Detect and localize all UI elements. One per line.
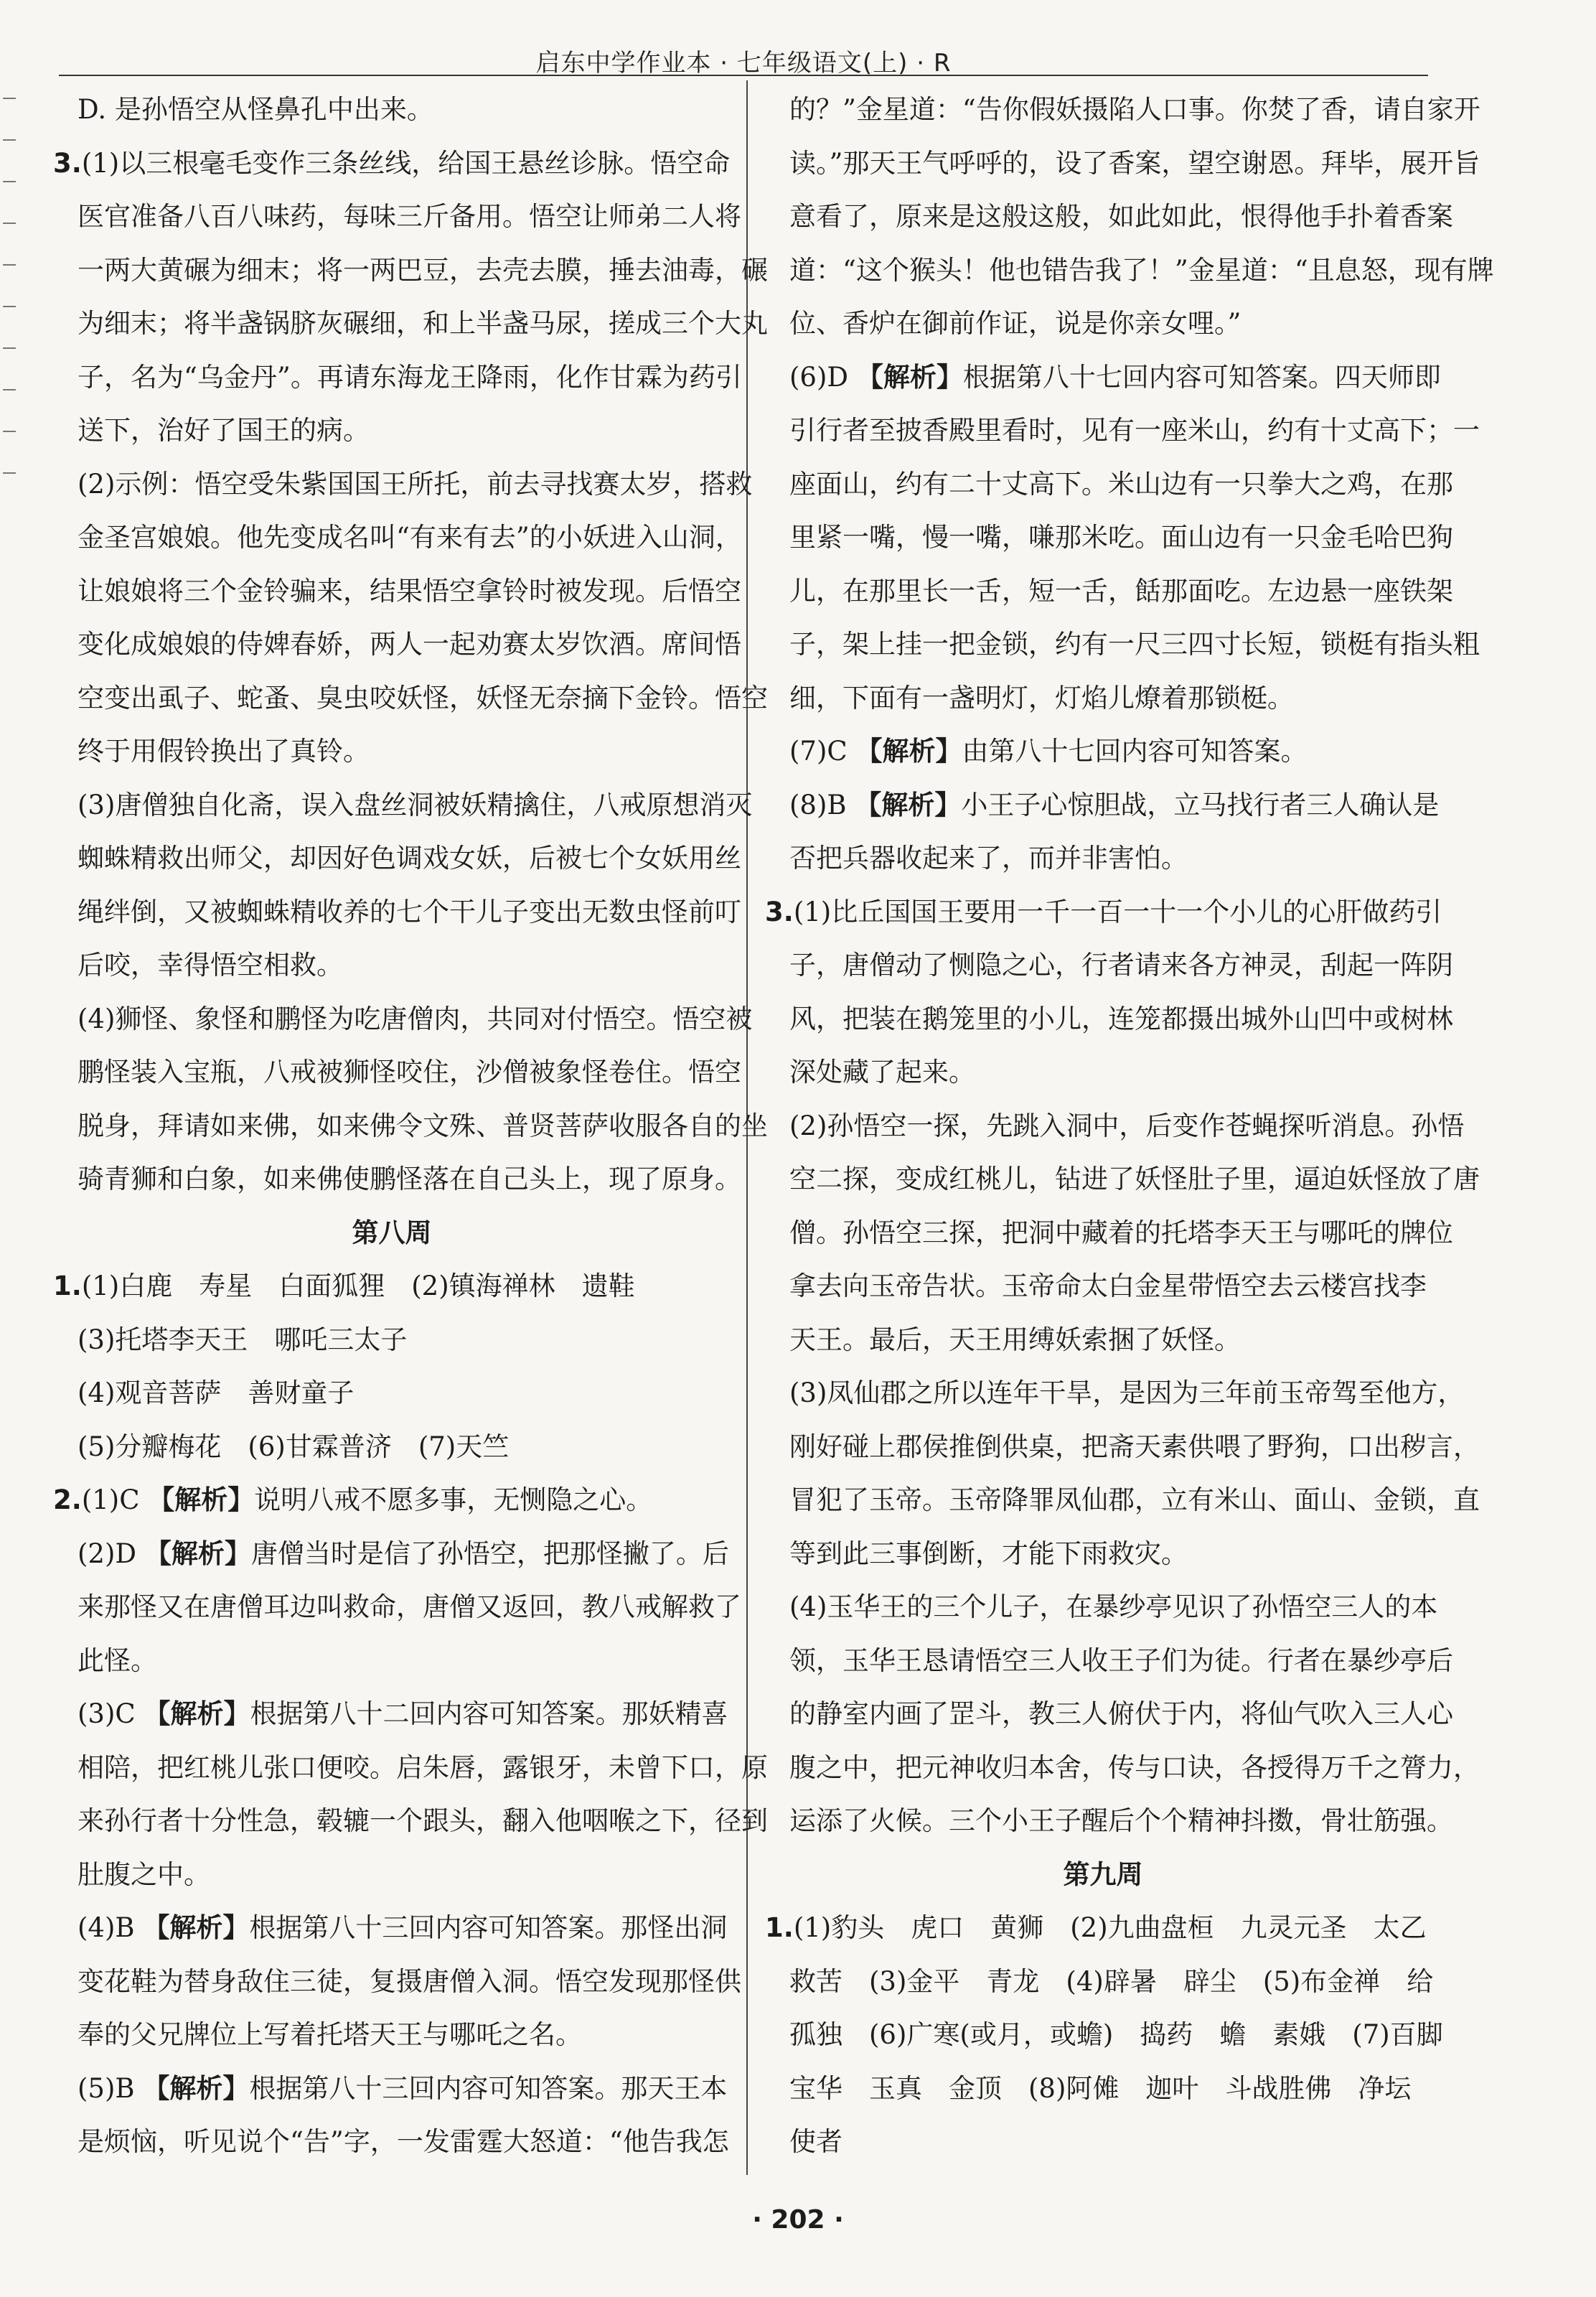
- section-heading: 第九周: [1063, 1858, 1143, 1890]
- line-text: 根据第八十三回内容可知答案。那天王本: [249, 2072, 728, 2104]
- text-line: [765, 1528, 1441, 1581]
- line-text: 孤独 (6)广寒(或月，或蟾) 捣药 蟾 素娥 (7)百脚: [789, 2019, 1443, 2050]
- line-text: (1)白鹿 寿星 白面狐狸 (2)镇海禅林 遗鞋: [81, 1271, 635, 1301]
- line-text: 奉的父兄牌位上写着托塔天王与哪吒之名。: [78, 2019, 582, 2050]
- line-text: 来孙行者十分性急，毂辘一个跟头，翻入他咽喉之下，径到: [78, 1805, 768, 1836]
- line-text: 说明八戒不愿多事，无恻隐之心。: [254, 1484, 653, 1515]
- line-text: (4)玉华王的三个儿子，在暴纱亭见识了孙悟空三人的本: [789, 1591, 1438, 1622]
- line-text: 里紧一嘴，慢一嘴，嗛那米吃。面山边有一只金毛哈巴狗: [789, 522, 1453, 553]
- answer-choice: (2)D: [78, 1538, 145, 1569]
- line-text: 位、香炉在御前作证，说是你亲女哩。”: [789, 308, 1241, 339]
- line-text: D. 是孙悟空从怪鼻孔中出来。: [78, 94, 433, 125]
- line-text: 儿，在那里长一舌，短一舌，餂那面吃。左边悬一座铁架: [789, 575, 1453, 607]
- text-line: [765, 832, 1441, 886]
- text-line: [765, 137, 1480, 191]
- analysis-tag: 【解析】: [856, 361, 963, 393]
- text-line: [53, 1741, 768, 1795]
- line-text: (1)比丘国国王要用一千一百一十一个小儿的心肝做药引: [793, 896, 1442, 927]
- line-text: (3)凤仙郡之所以连年干旱，是因为三年前玉帝驾至他方，: [789, 1377, 1465, 1408]
- text-line: [53, 779, 753, 833]
- text-line: [53, 137, 731, 191]
- line-text: 僧。孙悟空三探，把洞中藏着的托塔李天王与哪吒的牌位: [789, 1217, 1453, 1248]
- answer-choice: (7)C: [789, 736, 856, 767]
- line-text: (4)狮怪、象怪和鹏怪为吃唐僧肉，共同对付悟空。悟空被: [78, 1003, 753, 1034]
- answer-choice: (6)D: [789, 361, 857, 393]
- line-text: 道：“这个猴头！他也错告我了！”金星道：“且息怒，现有牌: [789, 254, 1494, 286]
- line-text: 一两大黄碾为细末；将一两巴豆，去壳去膜，捶去油毒，碾: [78, 254, 768, 286]
- text-line: [765, 2062, 1441, 2116]
- text-line: [53, 1795, 768, 1848]
- line-text: 骑青狮和白象，如来佛使鹏怪落在自己头上，现了原身。: [78, 1164, 741, 1194]
- line-text: 为细末；将半盏锅脐灰碾细，和上半盏马尿，搓成三个大丸: [78, 308, 768, 339]
- text-line: [765, 1421, 1480, 1474]
- section-heading: 第八周: [352, 1217, 432, 1248]
- text-line: [53, 297, 768, 351]
- text-line: [53, 939, 731, 993]
- text-line: [765, 779, 1441, 833]
- text-line: [765, 1314, 1441, 1367]
- answer-choice: (8)B: [789, 789, 855, 820]
- text-line: [53, 1046, 741, 1100]
- line-text: 的？”金星道：“告你假妖摄陷人口事。你焚了香，请自家开: [789, 94, 1480, 125]
- line-text: 空二探，变成红桃儿，钻进了妖怪肚子里，逼迫妖怪放了唐: [789, 1164, 1480, 1194]
- header-rule: [59, 75, 1428, 76]
- line-text: 来那怪又在唐僧耳边叫救命，唐僧又返回，教八戒解救了: [78, 1591, 741, 1622]
- line-text: (2)示例：悟空受朱紫国国王所托，前去寻找赛太岁，搭救: [78, 468, 753, 500]
- line-text: (3)托塔李天王 哪吒三太子: [78, 1324, 408, 1355]
- text-line: [765, 83, 1480, 137]
- text-line: [765, 886, 1441, 940]
- left-column: [53, 83, 768, 2169]
- text-line: [53, 2008, 731, 2062]
- line-text: 送下，治好了国王的病。: [78, 415, 370, 446]
- text-line: [53, 1955, 741, 2009]
- line-text: 腹之中，把元神收归本舍，传与口诀，各授得万千之膂力，: [789, 1751, 1480, 1783]
- line-text: 风，把装在鹅笼里的小儿，连笼都摄出城外山凹中或树林: [789, 1003, 1453, 1034]
- line-text: 让娘娘将三个金铃骗来，结果悟空拿铃时被发现。后悟空: [78, 575, 741, 607]
- text-line: [53, 1848, 731, 1902]
- analysis-tag: 【解析】: [143, 2072, 250, 2104]
- text-line: [53, 1901, 731, 1955]
- text-line: [765, 1046, 1441, 1100]
- analysis-tag: 【解析】: [148, 1484, 255, 1515]
- left-margin-bleed: [0, 79, 20, 869]
- line-text: 子，唐僧动了恻隐之心，行者请来各方神灵，刮起一阵阴: [789, 950, 1453, 981]
- text-line: [53, 351, 742, 405]
- text-line: [765, 1260, 1441, 1314]
- text-line: [53, 2062, 731, 2116]
- text-line: [765, 1741, 1480, 1795]
- text-line: [765, 1153, 1480, 1207]
- text-line: [53, 886, 741, 940]
- question-number: 3.: [53, 147, 82, 179]
- analysis-tag: 【解析】: [144, 1538, 251, 1569]
- answer-choice: (3)C: [78, 1698, 144, 1729]
- text-line: [765, 1367, 1465, 1421]
- page-number: · 202 ·: [752, 2205, 844, 2235]
- answer-choice: (5)B: [78, 2072, 144, 2104]
- line-text: 细，下面有一盏明灯，灯焰儿燎着那锁梃。: [789, 682, 1294, 714]
- line-text: 金圣宫娘娘。他先变成名叫“有来有去”的小妖进入山洞，: [78, 522, 742, 553]
- line-text: (1)豹头 虎口 黄狮 (2)九曲盘桓 九灵元圣 太乙: [793, 1912, 1427, 1943]
- line-text: 鹏怪装入宝瓶，八戒被狮怪咬住，沙僧被象怪卷住。悟空: [78, 1057, 741, 1087]
- question-number: 1.: [765, 1912, 794, 1943]
- line-text: 读。”那天王气呼呼的，设了香案，望空谢恩。拜毕，展开旨: [789, 147, 1480, 179]
- line-text: 根据第八十三回内容可知答案。那怪出洞: [249, 1912, 728, 1943]
- analysis-tag: 【解析】: [855, 789, 962, 820]
- text-line: [765, 1901, 1441, 1955]
- text-line: [765, 1955, 1441, 2009]
- line-text: (1)以三根毫毛变作三条丝线，给国王悬丝诊脉。悟空命: [81, 147, 731, 179]
- line-text: 蜘蛛精救出师父，却因好色调戏女妖，后被七个女妖用丝: [78, 843, 741, 874]
- text-line: [53, 404, 731, 458]
- analysis-tag: 【解析】: [855, 736, 962, 767]
- line-text: 子，架上挂一把金锁，约有一尺三四寸长短，锁梃有指头粗: [789, 629, 1480, 660]
- text-line: [53, 725, 731, 779]
- text-line: [765, 244, 1494, 298]
- text-line: [765, 351, 1441, 405]
- answer-choice: (4)B: [78, 1912, 144, 1943]
- question-number: 2.: [53, 1484, 82, 1515]
- text-line: [53, 458, 753, 512]
- question-number: 3.: [765, 896, 794, 927]
- text-line: [53, 565, 741, 619]
- line-text: (5)分瓣梅花 (6)甘霖普济 (7)天竺: [78, 1431, 510, 1462]
- line-text: 引行者至披香殿里看时，见有一座米山，约有十丈高下；一: [789, 415, 1480, 446]
- text-line: [53, 1367, 731, 1421]
- text-line: [53, 190, 741, 244]
- line-text: 否把兵器收起来了，而并非害怕。: [789, 843, 1188, 874]
- line-text: 拿去向玉帝告状。玉帝命太白金星带悟空去云楼宫找李: [789, 1271, 1427, 1301]
- text-line: [765, 458, 1453, 512]
- analysis-tag: 【解析】: [144, 1698, 250, 1729]
- text-line: [53, 1260, 731, 1314]
- text-line: [765, 725, 1441, 779]
- text-line: [765, 939, 1453, 993]
- text-line: [765, 1795, 1453, 1848]
- line-text: (4)观音菩萨 善财童子: [78, 1377, 355, 1408]
- text-line: [53, 618, 741, 672]
- line-text: 子，名为“乌金丹”。再请东海龙王降雨，化作甘霖为药引: [78, 361, 742, 393]
- text-line: [53, 244, 768, 298]
- text-line: [765, 618, 1480, 672]
- line-text: (3)唐僧独自化斋，误入盘丝洞被妖精擒住，八戒原想消灭: [78, 789, 753, 820]
- text-line: [53, 83, 731, 137]
- text-line: [53, 1474, 731, 1528]
- line-text: 此怪。: [78, 1645, 157, 1676]
- line-text: 唐僧当时是信了孙悟空，把那怪撇了。后: [250, 1538, 729, 1569]
- right-column: [765, 83, 1494, 2169]
- line-text: (2)孙悟空一探，先跳入洞中，后变作苍蝇探听消息。孙悟: [789, 1110, 1465, 1141]
- text-line: [53, 1314, 731, 1367]
- question-number: 1.: [53, 1271, 82, 1301]
- text-line: [53, 1421, 731, 1474]
- analysis-tag: 【解析】: [143, 1912, 250, 1943]
- text-line: [53, 1688, 731, 1741]
- line-text: 冒犯了玉帝。玉帝降罪凤仙郡，立有米山、面山、金锁，直: [789, 1484, 1480, 1515]
- line-text: 的静室内画了罡斗，教三人俯伏于内，将仙气吹入三人心: [789, 1698, 1453, 1729]
- line-text: 宝华 玉真 金顶 (8)阿傩 迦叶 斗战胜佛 净坛: [789, 2072, 1412, 2104]
- text-line: [765, 672, 1441, 726]
- line-text: 脱身，拜请如来佛，如来佛令文殊、普贤菩萨收服各自的坐: [78, 1110, 768, 1141]
- line-text: 天王。最后，天王用缚妖索捆了妖怪。: [789, 1324, 1241, 1355]
- text-line: [53, 1153, 741, 1207]
- line-text: 意看了，原来是这般这般，如此如此，恨得他手扑着香案: [789, 201, 1453, 232]
- answer-choice: (1)C: [81, 1484, 149, 1515]
- text-line: [53, 1634, 731, 1688]
- text-line: [765, 1581, 1441, 1634]
- line-text: 绳绊倒，又被蜘蛛精收养的七个干儿子变出无数虫怪前叮: [78, 896, 741, 927]
- text-line: [765, 1688, 1453, 1741]
- text-line: [53, 1100, 768, 1154]
- line-text: 救苦 (3)金平 青龙 (4)辟暑 辟尘 (5)布金禅 给: [789, 1965, 1434, 1997]
- line-text: 刚好碰上郡侯推倒供桌，把斋天素供喂了野狗，口出秽言，: [789, 1431, 1480, 1462]
- line-text: 小王子心惊胆战，立马找行者三人确认是: [961, 789, 1440, 820]
- text-line: [53, 511, 742, 565]
- line-text: 运添了火候。三个小王子醒后个个精神抖擞，骨壮筋强。: [789, 1805, 1453, 1836]
- text-line: [765, 2008, 1441, 2062]
- running-header: 启东中学作业本 · 七年级语文(上) · R: [535, 49, 952, 78]
- line-text: 是烦恼，听见说个“告”字，一发雷霆大怒道：“他告我怎: [78, 2126, 729, 2157]
- text-line: [765, 190, 1453, 244]
- line-text: 终于用假铃换出了真铃。: [78, 736, 370, 767]
- line-text: 深处藏了起来。: [789, 1057, 975, 1087]
- line-text: 医官准备八百八味药，每味三斤备用。悟空让师弟二人将: [78, 201, 741, 232]
- text-line: [53, 1581, 741, 1634]
- text-line: [765, 1634, 1453, 1688]
- line-text: 领，玉华王恳请悟空三人收王子们为徒。行者在暴纱亭后: [789, 1645, 1453, 1676]
- line-text: 空变出虱子、蛇蚤、臭虫咬妖怪，妖怪无奈摘下金铃。悟空: [78, 682, 768, 714]
- text-line: [765, 993, 1453, 1047]
- line-text: 变化成娘娘的侍婢春娇，两人一起劝赛太岁饮酒。席间悟: [78, 629, 741, 660]
- text-line: [53, 832, 741, 886]
- text-line: [765, 404, 1480, 458]
- line-text: 等到此三事倒断，才能下雨救灾。: [789, 1538, 1188, 1569]
- text-line: [765, 1474, 1480, 1528]
- line-text: 变花鞋为替身敌住三徒，复摄唐僧入洞。悟空发现那怪供: [78, 1965, 741, 1997]
- text-line: [765, 565, 1453, 619]
- text-line: [53, 672, 768, 726]
- line-text: 根据第八十七回内容可知答案。四天师即: [962, 361, 1441, 393]
- text-line: [53, 1528, 731, 1581]
- line-text: 座面山，约有二十丈高下。米山边有一只拳大之鸡，在那: [789, 468, 1453, 500]
- line-text: 由第八十七回内容可知答案。: [962, 736, 1308, 767]
- text-line: [53, 993, 753, 1047]
- text-line: [765, 511, 1453, 565]
- text-line: [53, 2115, 731, 2169]
- line-text: 使者: [789, 2126, 842, 2157]
- text-line: [765, 297, 1441, 351]
- text-line: [765, 1207, 1453, 1260]
- line-text: 后咬，幸得悟空相救。: [78, 950, 343, 981]
- text-line: [765, 1100, 1465, 1154]
- line-text: 相陪，把红桃儿张口便咬。启朱唇，露银牙，未曾下口，原: [78, 1751, 768, 1783]
- line-text: 肚腹之中。: [78, 1858, 210, 1890]
- line-text: 根据第八十二回内容可知答案。那妖精喜: [250, 1698, 728, 1729]
- text-line: [765, 2115, 1441, 2169]
